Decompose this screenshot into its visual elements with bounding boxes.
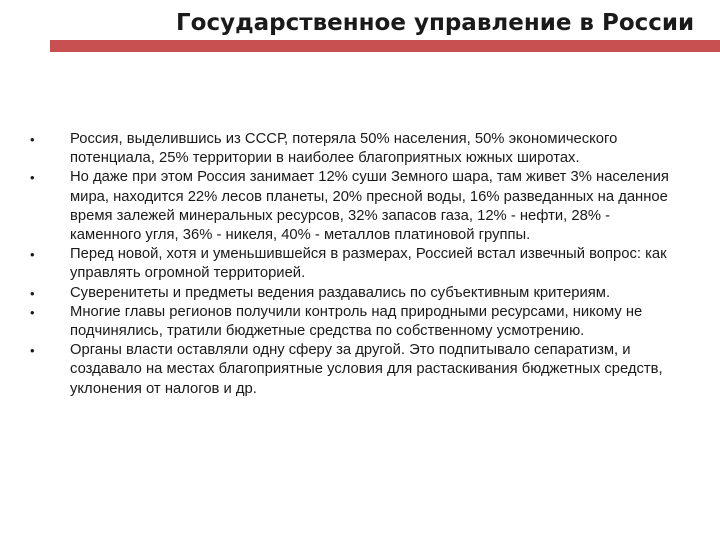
- bullet-text: Но даже при этом Россия занимает 12% суши Земного шара, там живет 3% населения мира, находится 22% лесов планеты, 20% пресной воды, 16% разведанных на данное время залежей минеральных ресурсов, 32% запасов газа, 12% - нефти, 28% - каменного угля, 36% - никеля, 40% - металлов платиновой группы.: [70, 169, 669, 244]
- title-accent-bar: [50, 40, 720, 52]
- bullet-text: Перед новой, хотя и уменьшившейся в размерах, Россией встал извечный вопрос: как управлять огромной территорией.: [70, 246, 667, 282]
- bullet-icon: •: [30, 285, 35, 301]
- bullet-item-2: [30, 168, 670, 245]
- bullet-text: Суверенитеты и предметы ведения раздавались по субъективным критериям.: [70, 284, 611, 301]
- bullet-icon: •: [30, 170, 35, 186]
- bullet-text: Россия, выделившись из СССР, потеряла 50% населения, 50% экономического потенциала, 25% территории в наиболее благоприятных южных широтах.: [70, 131, 618, 167]
- bullet-icon: •: [30, 343, 35, 359]
- bullet-icon: •: [30, 132, 35, 147]
- bullet-list: [30, 130, 670, 399]
- bullet-item-3: [30, 245, 670, 283]
- bullet-text: Многие главы регионов получили контроль над природными ресурсами, никому не подчинялись, тратили бюджетные средства по собственному усмотрению.: [70, 303, 643, 340]
- slide-title: Государственное управление в России: [176, 10, 695, 36]
- bullet-icon: •: [30, 247, 35, 263]
- bullet-text: Органы власти оставляли одну сферу за другой. Это подпитывало сепаратизм, и создавало на местах благоприятные условия для растаскивания бюджетных средств, уклонения от налогов и др.: [70, 342, 663, 397]
- bullet-item-1: [30, 130, 670, 168]
- bullet-item-6: [30, 341, 670, 399]
- bullet-item-5: [30, 303, 670, 341]
- bullet-icon: •: [30, 304, 35, 320]
- bullet-item-4: [30, 284, 670, 303]
